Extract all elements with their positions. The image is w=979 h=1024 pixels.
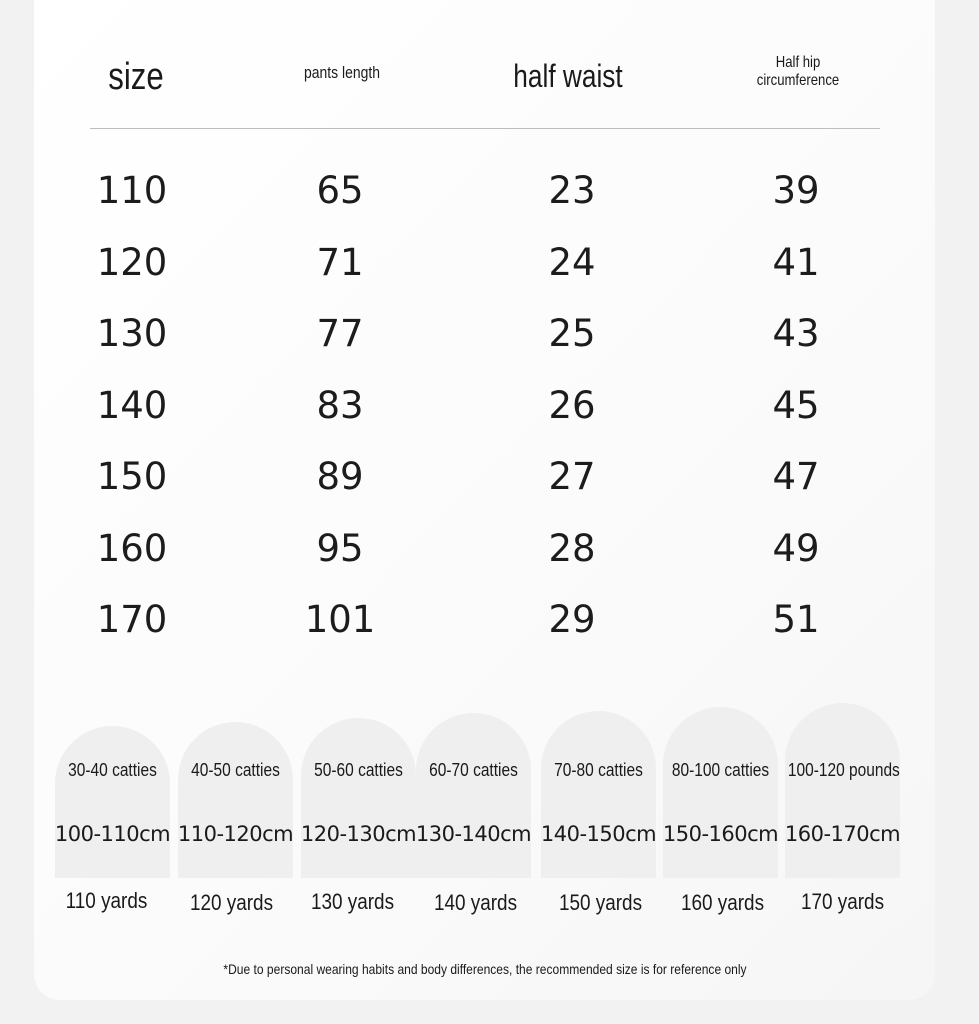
cell-pants-length: 89: [316, 455, 364, 498]
table-row: [0, 370, 979, 442]
header-divider: [90, 128, 880, 129]
size-recommendations: [55, 700, 905, 930]
recommendation-arch: [541, 711, 656, 878]
table-row: [0, 298, 979, 370]
cell-size: 150: [96, 455, 168, 498]
cell-half-hip: 47: [772, 455, 820, 498]
cell-size: 160: [96, 526, 168, 570]
cell-pants-length: 77: [316, 312, 364, 355]
header-pants-length: pants length: [304, 63, 380, 82]
cell-size: 110: [96, 169, 168, 212]
cell-pants-length: 71: [316, 240, 364, 284]
height-range: 110-120cm: [177, 822, 294, 846]
table-row: [0, 513, 979, 585]
table-row: [0, 441, 979, 513]
height-range: 100-110cm: [54, 822, 171, 846]
recommended-size: 120 yards: [189, 890, 274, 915]
recommendation-arch: [416, 713, 531, 878]
recommendation-arch: [55, 726, 170, 878]
cell-half-waist: 28: [548, 526, 596, 570]
cell-size: 140: [96, 383, 168, 427]
cell-pants-length: 65: [316, 169, 364, 212]
height-range: 120-130cm: [300, 822, 417, 846]
weight-range: 70-80 catties: [554, 760, 643, 780]
cell-half-waist: 27: [548, 455, 596, 498]
table-row: [0, 227, 979, 299]
cell-half-hip: 51: [772, 598, 820, 641]
recommended-size: 150 yards: [558, 890, 643, 915]
cell-pants-length: 83: [316, 383, 364, 427]
table-row: [0, 155, 979, 227]
weight-range: 40-50 catties: [191, 760, 280, 780]
cell-half-waist: 29: [548, 598, 596, 641]
cell-half-hip: 45: [772, 383, 820, 427]
recommended-size: 140 yards: [433, 890, 518, 915]
weight-range: 80-100 catties: [671, 760, 770, 780]
cell-half-hip: 39: [772, 169, 820, 212]
recommended-size: 130 yards: [310, 889, 395, 914]
cell-half-waist: 25: [548, 312, 596, 355]
cell-half-hip: 49: [772, 526, 820, 570]
cell-size: 130: [96, 312, 168, 355]
cell-half-hip: 43: [772, 312, 820, 355]
height-range: 150-160cm: [662, 822, 779, 846]
recommendation-arch: [785, 703, 900, 878]
cell-size: 170: [96, 598, 168, 641]
cell-size: 120: [96, 240, 168, 284]
weight-range: 100-120 pounds: [787, 760, 900, 780]
weight-range: 60-70 catties: [429, 760, 518, 780]
recommended-size: 110 yards: [65, 888, 148, 913]
cell-pants-length: 101: [304, 598, 376, 641]
table-row: [0, 584, 979, 656]
cell-half-waist: 23: [548, 169, 596, 212]
height-range: 140-150cm: [540, 822, 657, 846]
size-table: [0, 155, 979, 656]
cell-pants-length: 95: [316, 526, 364, 570]
recommended-size: 160 yards: [680, 890, 765, 915]
cell-half-waist: 26: [548, 383, 596, 427]
header-half-waist: half waist: [513, 58, 623, 94]
recommendation-arch: [663, 707, 778, 878]
weight-range: 30-40 catties: [68, 760, 157, 780]
recommendation-arch: [178, 722, 293, 878]
header-size: size: [108, 56, 164, 98]
height-range: 160-170cm: [784, 822, 901, 846]
recommendation-arch: [301, 718, 416, 878]
height-range: 130-140cm: [415, 822, 532, 846]
header-half-hip: Half hip circumference: [756, 54, 840, 90]
cell-half-waist: 24: [548, 240, 596, 284]
recommended-size: 170 yards: [800, 889, 885, 914]
cell-half-hip: 41: [772, 240, 820, 284]
weight-range: 50-60 catties: [314, 760, 403, 780]
disclaimer-note: *Due to personal wearing habits and body differences, the recommended size is for reference only: [223, 961, 747, 977]
